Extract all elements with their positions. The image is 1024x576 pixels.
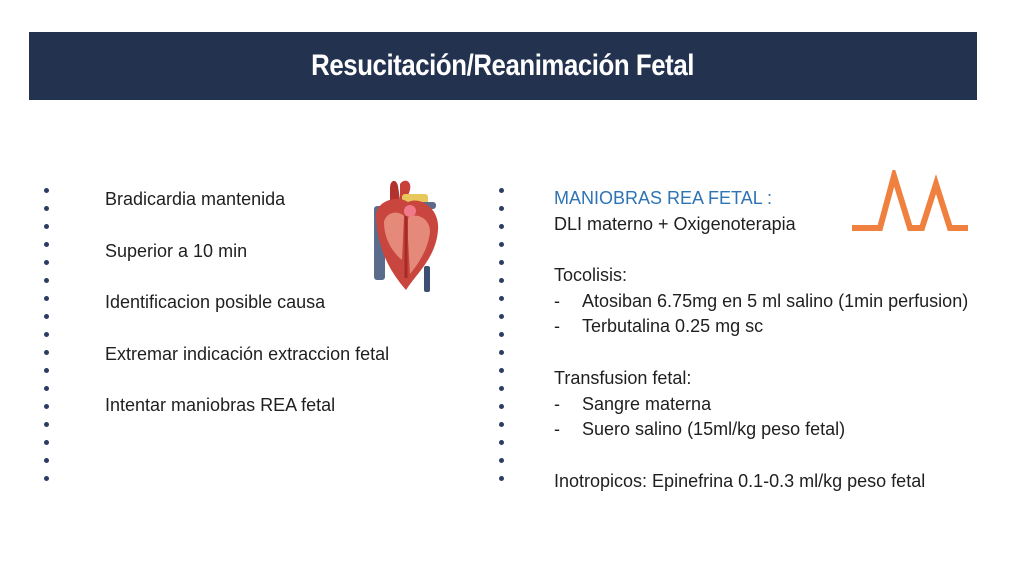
decorative-dot (44, 278, 49, 283)
tocolisis-item-text: Terbutalina 0.25 mg sc (582, 316, 764, 337)
left-bullet-list (105, 186, 389, 444)
transfusion-item-text: Sangre materna (582, 393, 712, 414)
decorative-dot (499, 386, 504, 391)
transfusion-item (554, 392, 968, 418)
decorative-dot (499, 296, 504, 301)
decorative-dot (499, 224, 504, 229)
decorative-dot (44, 188, 49, 193)
title-bar (29, 32, 977, 100)
slide-title: Resucitación/Reanimación Fetal (311, 49, 695, 82)
decorative-dot (499, 206, 504, 211)
transfusion-label: Transfusion fetal: (554, 367, 692, 388)
maniobras-line: DLI materno + Oxigenoterapia (554, 213, 796, 234)
decorative-dot (499, 476, 504, 481)
decorative-dot (44, 476, 49, 481)
decorative-dot (44, 224, 49, 229)
decorative-dot (499, 278, 504, 283)
inotropicos-line: Inotropicos: Epinefrina 0.1-0.3 ml/kg peso fetal (554, 470, 926, 491)
decorative-dot (44, 350, 49, 355)
decorative-dot (44, 332, 49, 337)
decorative-dot (44, 368, 49, 373)
decorative-dot (44, 206, 49, 211)
decorative-dot (499, 404, 504, 409)
list-item: Extremar indicación extraccion fetal (105, 343, 390, 364)
decorative-dot (44, 422, 49, 427)
decorative-dot (499, 314, 504, 319)
dash-marker: - (554, 316, 560, 337)
tocolisis-item (554, 289, 968, 315)
dash-marker: - (554, 419, 560, 440)
decorative-dot (499, 440, 504, 445)
dash-marker: - (554, 393, 560, 414)
decorative-dot (44, 296, 49, 301)
transfusion-item-text: Suero salino (15ml/kg peso fetal) (582, 419, 846, 440)
decorative-dot (499, 422, 504, 427)
tocolisis-item-text: Atosiban 6.75mg en 5 ml salino (1min perfusion) (582, 290, 969, 311)
decorative-dot (499, 332, 504, 337)
heartbeat-pulse-icon (850, 170, 970, 234)
decorative-dot (44, 242, 49, 247)
spacer (554, 443, 968, 469)
list-item: Intentar maniobras REA fetal (105, 395, 336, 415)
decorative-dot (499, 188, 504, 193)
decorative-dot (44, 314, 49, 319)
list-item: Bradicardia mantenida (105, 189, 286, 209)
decorative-dot (44, 440, 49, 445)
spacer (554, 340, 968, 366)
list-item: Identificacion posible causa (105, 292, 326, 312)
dash-marker: - (554, 290, 560, 311)
spacer (554, 237, 968, 263)
decorative-dot (499, 260, 504, 265)
decorative-dot (44, 386, 49, 391)
decorative-dot (499, 458, 504, 463)
transfusion-item (554, 417, 968, 443)
heart-anatomy-icon (360, 178, 444, 296)
decorative-dot (44, 260, 49, 265)
decorative-dot (44, 404, 49, 409)
decorative-dot (499, 242, 504, 247)
tocolisis-item (554, 314, 968, 340)
decorative-dot (499, 368, 504, 373)
tocolisis-label: Tocolisis: (554, 265, 628, 286)
decorative-dot (499, 350, 504, 355)
decorative-dot (44, 458, 49, 463)
list-item: Superior a 10 min (105, 240, 248, 261)
maniobras-heading: MANIOBRAS REA FETAL : (554, 188, 773, 208)
